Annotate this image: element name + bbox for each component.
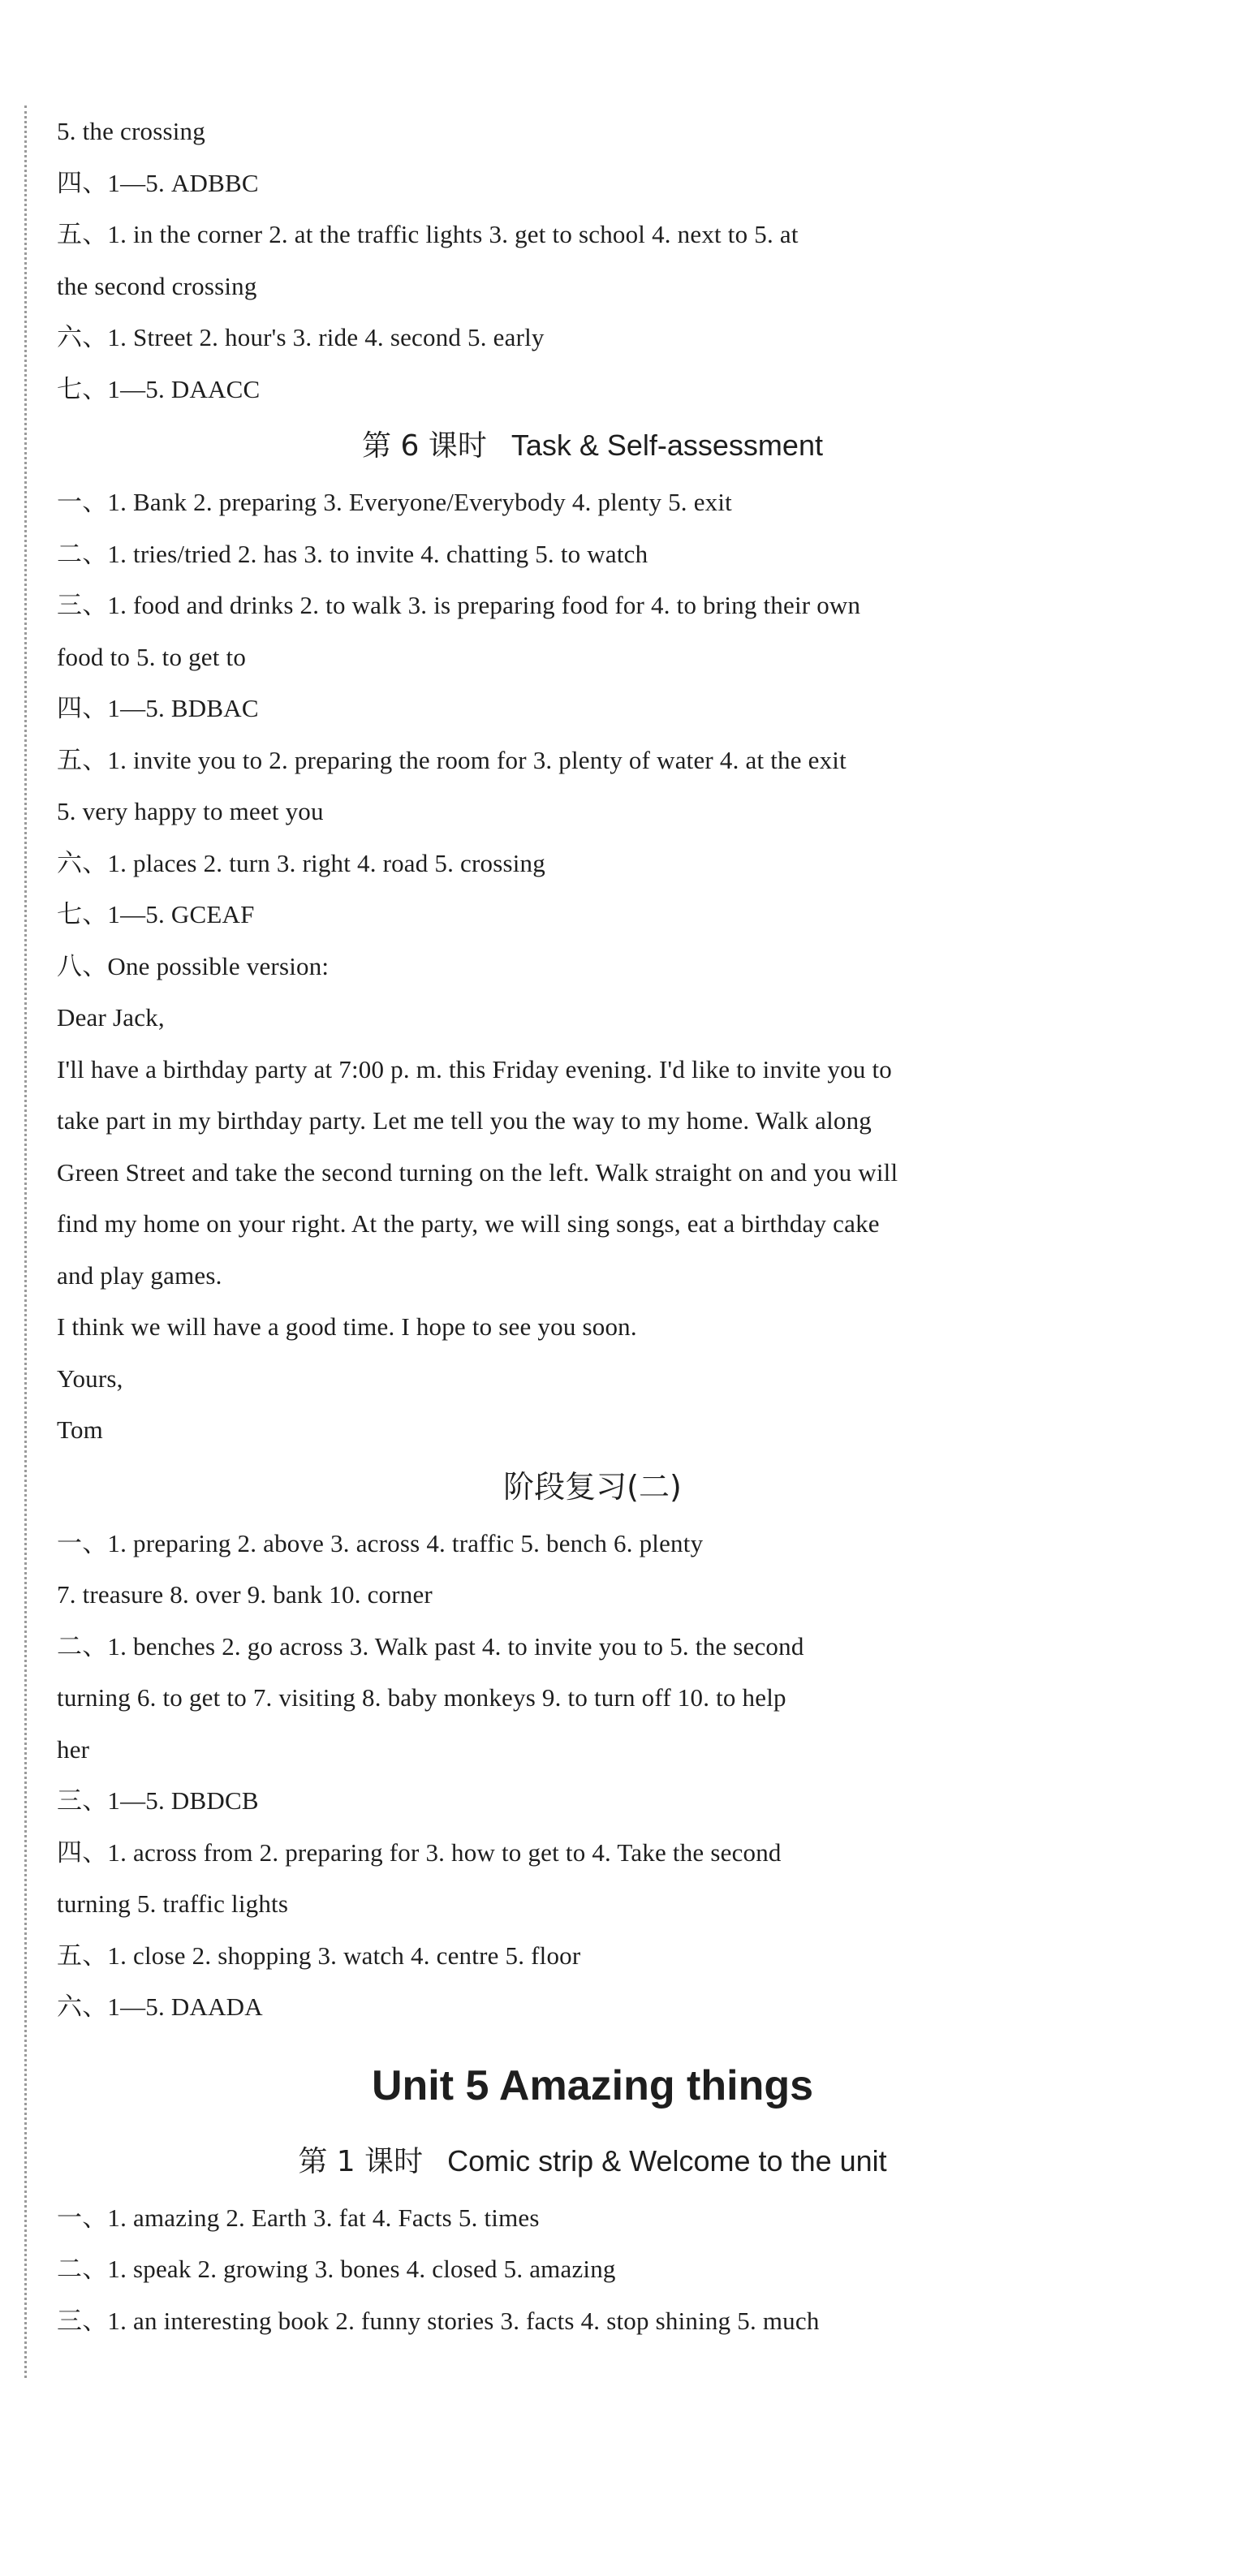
answer-line: 四、1. across from 2. preparing for 3. how to get to 4. Take the second: [57, 1837, 782, 1867]
answer-line: turning 6. to get to 7. visiting 8. baby monkeys 9. to turn off 10. to help: [57, 1683, 786, 1712]
answer-line: I'll have a birthday party at 7:00 p. m. this Friday evening. I'd like to invite you to: [57, 1054, 892, 1083]
answers-section-unit4-lesson5: [57, 106, 1128, 415]
answers-section-unit5-lesson1: [57, 2192, 1128, 2347]
answer-line: I think we will have a good time. I hope to see you soon.: [57, 1312, 637, 1341]
answer-line: 六、1—5. DAADA: [57, 1992, 263, 2021]
answer-line: 五、1. invite you to 2. preparing the room for 3. plenty of water 4. at the exit: [57, 745, 847, 774]
answer-line: 八、One possible version:: [57, 951, 330, 980]
answer-line: 五、1. in the corner 2. at the traffic lights 3. get to school 4. next to 5. at: [57, 220, 799, 248]
answer-line: 二、1. speak 2. growing 3. bones 4. closed 5. amazing: [57, 2255, 616, 2283]
answer-line: 三、1. an interesting book 2. funny stories 3. facts 4. stop shining 5. much: [57, 2306, 820, 2335]
lesson-heading-6: [57, 415, 1128, 476]
answer-line: 5. very happy to meet you: [57, 797, 324, 825]
answer-line: 三、1—5. DBDCB: [57, 1786, 259, 1815]
answer-line: 七、1—5. GCEAF: [57, 900, 255, 928]
lesson-number: 第 6 课时: [362, 429, 487, 463]
answer-line: Yours,: [57, 1363, 123, 1393]
answer-line: and play games.: [57, 1260, 222, 1290]
lesson-heading-1: [57, 2130, 1128, 2192]
answer-line: Dear Jack,: [57, 1003, 165, 1032]
review-heading: 阶段复习(二): [503, 1468, 682, 1505]
answer-line: Tom: [57, 1415, 103, 1444]
answer-line: 二、1. tries/tried 2. has 3. to invite 4. chatting 5. to watch: [57, 539, 648, 568]
answer-line: take part in my birthday party. Let me tell you the way to my home. Walk along: [57, 1106, 872, 1135]
answer-line: 六、1. places 2. turn 3. right 4. road 5. crossing: [57, 848, 545, 877]
answer-line: 一、1. Bank 2. preparing 3. Everyone/Everybody 4. plenty 5. exit: [57, 488, 732, 516]
answer-line: 七、1—5. DAACC: [57, 374, 261, 403]
lesson-title: Task & Self-assessment: [511, 429, 823, 462]
answer-line: her: [57, 1734, 90, 1764]
answer-line: 三、1. food and drinks 2. to walk 3. is preparing food for 4. to bring their own: [57, 591, 861, 619]
answer-line: the second crossing: [57, 271, 257, 300]
answer-line: 四、1—5. ADBBC: [57, 168, 259, 197]
answer-key-page: [57, 106, 1128, 2346]
unit-heading: Unit 5 Amazing things: [371, 2061, 814, 2109]
lesson-title: Comic strip & Welcome to the unit: [447, 2143, 887, 2178]
sample-letter: [57, 992, 1128, 1456]
answer-line: turning 5. traffic lights: [57, 1889, 289, 1918]
answer-line: Green Street and take the second turning on the left. Walk straight on and you will: [57, 1157, 898, 1187]
answer-line: 一、1. preparing 2. above 3. across 4. traffic 5. bench 6. plenty: [57, 1528, 704, 1557]
answers-section-lesson6: [57, 476, 1128, 992]
answer-line: 四、1—5. BDBAC: [57, 694, 259, 722]
binding-margin-dotted-line: [24, 106, 27, 2378]
answer-line: 二、1. benches 2. go across 3. Walk past 4. to invite you to 5. the second: [57, 1631, 804, 1661]
answer-line: find my home on your right. At the party, we will sing songs, eat a birthday cake: [57, 1209, 880, 1238]
answer-line: 7. treasure 8. over 9. bank 10. corner: [57, 1580, 433, 1609]
answer-line: 五、1. close 2. shopping 3. watch 4. centre 5. floor: [57, 1941, 581, 1970]
answer-line: food to 5. to get to: [57, 642, 247, 671]
answers-section-review2: [57, 1518, 1128, 2033]
answer-line: 一、1. amazing 2. Earth 3. fat 4. Facts 5. times: [57, 2203, 540, 2232]
answer-line: 5. the crossing: [57, 117, 205, 145]
answer-line: 六、1. Street 2. hour's 3. ride 4. second 5. early: [57, 323, 545, 351]
lesson-number: 第 1 课时: [298, 2144, 424, 2178]
